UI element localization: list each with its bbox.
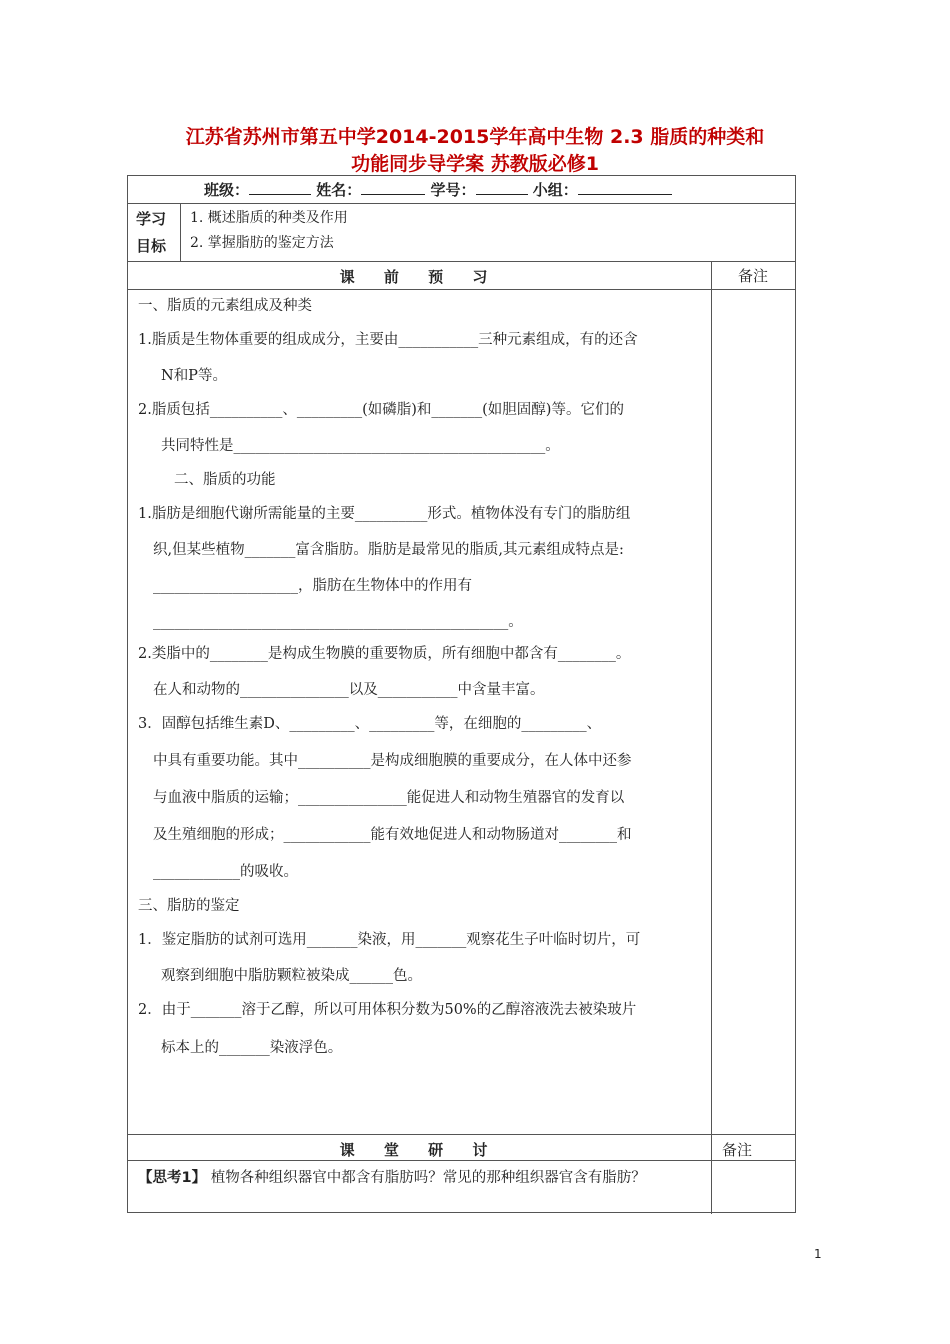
think-text: 植物各种组织器官中都含有脂肪吗？常见的那种组织器官含有脂肪？ [210,1170,646,1186]
divider [711,261,712,1134]
preview-note-heading: 备注 [738,267,769,285]
preview-line: ____________的吸收。 [153,864,298,880]
preview-line: ____________________，脂肪在生物体中的作用有 [153,578,472,594]
preview-line: 共同特性是___________________________________________。 [161,438,560,454]
title-line-2: 功能同步导学案 苏教版必修1 [351,153,599,175]
group-blank [578,180,672,195]
worksheet-table [127,175,796,1213]
preview-line: 一、脂质的元素组成及种类 [138,298,312,314]
preview-line: 织,但某些植物_______富含脂肪。脂肪是最常见的脂质,其元素组成特点是: [153,542,624,558]
preview-line: 1.脂质是生物体重要的组成成分，主要由___________三种元素组成，有的还含 [138,332,638,348]
name-blank [361,180,425,195]
preview-line: 2.类脂中的________是构成生物膜的重要物质，所有细胞中都含有________。 [138,646,631,662]
classroom-heading: 课 堂 研 讨 [339,1141,500,1159]
divider [180,203,181,261]
divider [128,1134,795,1135]
classroom-note-heading: 备注 [722,1141,753,1159]
preview-line: 2．由于_______溶于乙醇，所以可用体积分数为50%的乙醇溶液洗去被染玻片 [138,1002,637,1018]
preview-line: 及生殖细胞的形成；____________能有效地促进人和动物肠道对________和 [153,827,632,843]
name-label: 姓名： [316,181,362,199]
preview-line: 三、脂肪的鉴定 [138,898,240,914]
document-title [127,124,823,178]
group-label: 小组： [532,181,578,199]
goals-label-top: 学习 [136,210,167,228]
preview-line: 观察到细胞中脂肪颗粒被染成______色。 [161,968,422,984]
preview-line: 1．鉴定脂肪的试剂可选用_______染液，用_______观察花生子叶临时切片，可 [138,932,641,948]
goal-item: 2. 掌握脂肪的鉴定方法 [190,235,334,251]
preview-line: 二、脂质的功能 [174,472,276,488]
preview-line: 与血液中脂质的运输；_______________能促进人和动物生殖器官的发育以 [153,790,625,806]
student-info-row [204,179,672,200]
preview-line: _________________________________________________。 [153,614,523,630]
id-label: 学号： [430,181,476,199]
goals-label-bottom: 目标 [136,237,167,255]
think-question-1 [138,1166,646,1187]
preview-heading: 课 前 预 习 [339,268,500,286]
class-blank [249,180,311,195]
page-number: 1 [814,1247,822,1261]
preview-line: 在人和动物的_______________以及___________中含量丰富。 [153,682,545,698]
preview-line: 中具有重要功能。其中__________是构成细胞膜的重要成分，在人体中还参 [153,753,632,769]
divider [128,289,795,290]
preview-line: N和P等。 [161,368,227,384]
title-line-1: 江苏省苏州市第五中学2014-2015学年高中生物 2.3 脂质的种类和 [185,126,765,148]
preview-line: 标本上的_______染液浮色。 [161,1040,343,1056]
goal-item: 1. 概述脂质的种类及作用 [190,210,348,226]
preview-line: 2.脂质包括__________、_________(如磷脂)和_______(如胆固醇)等。它们的 [138,402,624,418]
id-blank [476,180,528,195]
preview-line: 1.脂肪是细胞代谢所需能量的主要__________形式。植物体没有专门的脂肪组 [138,506,631,522]
divider [128,203,795,204]
divider [711,1134,712,1214]
think-label: 【思考1】 [138,1170,207,1186]
divider [128,1160,795,1161]
divider [128,261,795,262]
preview-line: 3．固醇包括维生素D、_________、_________等，在细胞的_________、 [138,716,602,732]
class-label: 班级： [204,181,250,199]
